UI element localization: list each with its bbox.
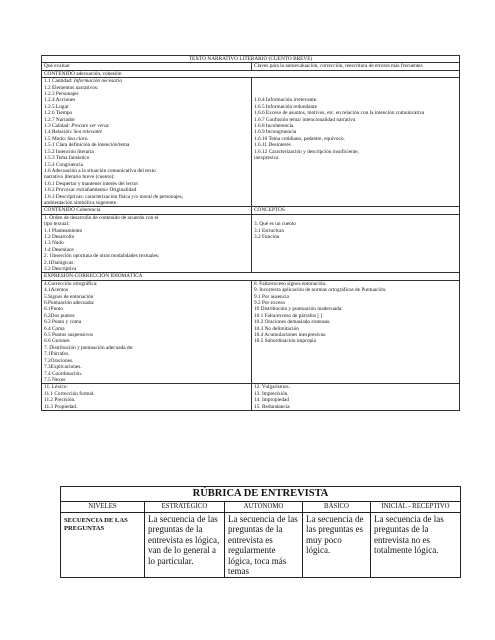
list-item: 1. Orden de desarrollo de contenido de acuerdo con el (44, 214, 159, 221)
list-item: 1.5.1 Clara definición de intención/tema (44, 142, 130, 149)
list-item: 4.Corrección ortográfica: (44, 280, 98, 287)
list-item: 6.4 Coma (44, 325, 65, 332)
list-item: 10.2 Oraciones demasiado extensas. (254, 319, 331, 326)
list-item: 1.2 Elementos narrativos: (44, 84, 99, 91)
rubric-cell-basic: La secuencia de las preguntas es muy poco lógica. (303, 513, 371, 578)
list-item: 1.6.12 Caracterización y descripción insuficiente, (254, 148, 359, 155)
list-item: 1.6.4 Información irrelevante. (254, 97, 318, 104)
list-item: 6.1Punto (44, 306, 63, 313)
list-item: 1.4 Relación: Sea relevante (44, 129, 103, 136)
list-item: 8. Falta/exceso signos entonación. (254, 280, 327, 287)
list-item: 1.5 Modo: Sea claro. (44, 135, 89, 142)
table-title: TEXTO NARRATIVO LITERARIO (CUENTO BREVE) (42, 56, 460, 63)
list-item: inexpresiva (254, 155, 279, 162)
section-header-content: CONTENIDO adecuación, cohesión (42, 70, 460, 77)
rubric-cell-strategic: La secuencia de las preguntas de la entrevista es lógica, van de lo general a lo particular. (145, 513, 225, 578)
rubric-header-strategic: ESTRATÉGICO (145, 502, 225, 513)
list-item: 15. Redundancia (254, 403, 290, 410)
list-item: 7. Distribución y puntuación adecuada de: (44, 344, 134, 351)
list-item: 12. Vulgarismos. (254, 384, 290, 391)
list-item: 1.6.9 Incongruencia (254, 129, 297, 136)
list-item: 13. Imprecisión. (254, 390, 289, 397)
list-item: 1.2 Desarrollo (44, 233, 75, 240)
list-item: 1.2.7 Narrador (44, 116, 76, 123)
rubric-header-initial: INICIAL - RECEPTIVO (371, 502, 461, 513)
list-item: 6.3 Punto y coma (44, 319, 82, 326)
list-item: 7.4 Coordinación. (44, 370, 83, 377)
rubric-header-levels: NIVELES (61, 502, 145, 513)
list-item: 2.2 Descriptiva (44, 266, 77, 272)
rubric-cell-initial: La secuencia de las preguntas de la entrevista no es totalmente lógica. (371, 513, 461, 578)
list-item: 6.2Dos puntos (44, 312, 75, 319)
list-item: 9.1 Por ausencia (254, 293, 289, 300)
list-item: 1.6.5 Información redundante (254, 103, 317, 110)
list-item: tipo textual: (44, 221, 70, 228)
lexicon-errors-list (252, 384, 460, 411)
rubric-header-autonomous: AUTÓNOMO (225, 502, 303, 513)
list-item: 1.2.5 Lugar (44, 103, 69, 110)
list-item: 4.1Acentos (44, 287, 68, 294)
list-item: 11.2 Precisión. (44, 397, 76, 404)
list-item: 1.6.10 Tema cotidiano, pedestre, equívoco. (254, 135, 345, 142)
list-item: 1.2.3 Personajes (44, 91, 79, 98)
list-item: 1.6.7 Confusión tema/ intencionalidad narrativa (254, 116, 356, 123)
list-item: 9. Incorrecta aplicación de normas ortográficas de Puntuación. (254, 287, 387, 294)
list-item: 7.1Párrafos. (44, 351, 70, 358)
rubric-cell-autonomous: La secuencia de las preguntas de la entrevista es regularmente lógica, toca más temas (225, 513, 303, 578)
list-item: 1.5.2 Intención literaria (44, 148, 94, 155)
list-item: 3. Qué es un cuento (254, 221, 296, 228)
interview-rubric-table (60, 486, 461, 578)
list-item: 9.2 Por exceso (254, 300, 286, 307)
expression-list (42, 280, 252, 384)
table-row (61, 513, 461, 578)
lexicon-list (42, 384, 252, 411)
list-item: 10 Distribución y puntuación inadecuada: (254, 306, 343, 313)
list-item: 1.4 Desenlace (44, 246, 74, 253)
section-header-coherence: CONTENIDO Coherencia (42, 207, 252, 214)
rubric-title: RÚBRICA DE ENTREVISTA (61, 487, 461, 502)
list-item: 1.6 Adecuación a la situación comunicativa del texto (44, 167, 156, 174)
list-item: 11. Léxico: (44, 384, 68, 391)
list-item: 11.1 Corrección formal. (44, 390, 95, 397)
list-item: 10.3 No delimitación (254, 325, 299, 332)
list-item: 3.1 Estructura (254, 227, 284, 234)
concepts-list (252, 214, 460, 273)
content-errors-list (252, 78, 460, 207)
list-item: 7.3Explicaciones. (44, 364, 82, 371)
list-item: 5.Signos de entonación (44, 293, 94, 300)
expression-errors-list (252, 280, 460, 384)
list-item: 2. 1Inserción oportuna de otras modalidades textuales: (44, 253, 160, 260)
list-item: 1.1 Cantidad: Información necesaria (44, 78, 122, 85)
list-item: 1.1 Planteamiento (44, 227, 83, 234)
list-item: 1.2.4 Acciones (44, 97, 76, 104)
list-item: 14. Impropiedad (254, 397, 290, 404)
rubric-header-basic: BÁSICO (303, 502, 371, 513)
column-header-what: Qué evaluar (42, 63, 252, 70)
list-item: 6.5 Puntos suspensivos (44, 332, 94, 339)
list-item: 1.6.1 Despertar y mantener interés del lector (44, 180, 139, 187)
list-item: 10.5 Subordinación impropia (254, 338, 316, 345)
list-item: 6.Puntuación adecuada: (44, 300, 95, 307)
list-item: 6.6 Guiones (44, 338, 70, 345)
list-item: 3.2 Función (254, 233, 280, 240)
list-item: 1.5.3 Tema fantástico (44, 155, 90, 162)
list-item: 10.1 Falta/exceso de párrafos [ ] (254, 312, 323, 319)
section-header-expression: EXPRESIÓN-CORRECCIÓN IDIOMÁTICA (42, 273, 460, 280)
list-item: 1.3 Calidad: Procure ser veraz (44, 123, 109, 130)
column-header-keys: Claves para la autoevaluación, corrección, reescritura de errores más frecuentes (252, 63, 460, 70)
list-item: 2.1Dialógicas (44, 259, 74, 266)
coherence-list (42, 214, 252, 273)
list-item: 11.3 Propiedad. (44, 403, 78, 410)
list-item: 1.6.8 Incoherencia. (254, 123, 295, 130)
rubric-level-label: SECUENCIA DE LAS PREGUNTAS (61, 513, 145, 578)
list-item: 1.3 Nudo (44, 240, 64, 247)
list-item: 1.2.6 Tiempo (44, 110, 73, 117)
list-item: 1.6.6 Exceso de asuntos, motivos, etc. en relación con la intención comunicativa (254, 110, 425, 117)
section-header-concepts: CONCEPTOS (252, 207, 460, 214)
content-criteria-list (42, 78, 252, 207)
list-item: 7.5 Nexos (44, 376, 66, 383)
list-item: 7.2Oraciones. (44, 357, 74, 364)
list-item: 10.4 Acumulaciones inexpresivas. (254, 332, 327, 339)
list-item: narrativo literario breve (cuento): (44, 174, 115, 181)
evaluation-table (41, 55, 460, 411)
list-item: 1.6.3 Descriptivas: caracterización física y/o moral de personajes, (44, 193, 184, 200)
list-item: 1.6.11 Desinterés (254, 142, 291, 149)
list-item: 1.5.4 Congruencia (44, 161, 83, 168)
list-item: ambientación simbólica sugerente. (44, 199, 118, 206)
list-item: 1.6.2 Provocar extrañamiento/ Originalidad (44, 187, 137, 194)
